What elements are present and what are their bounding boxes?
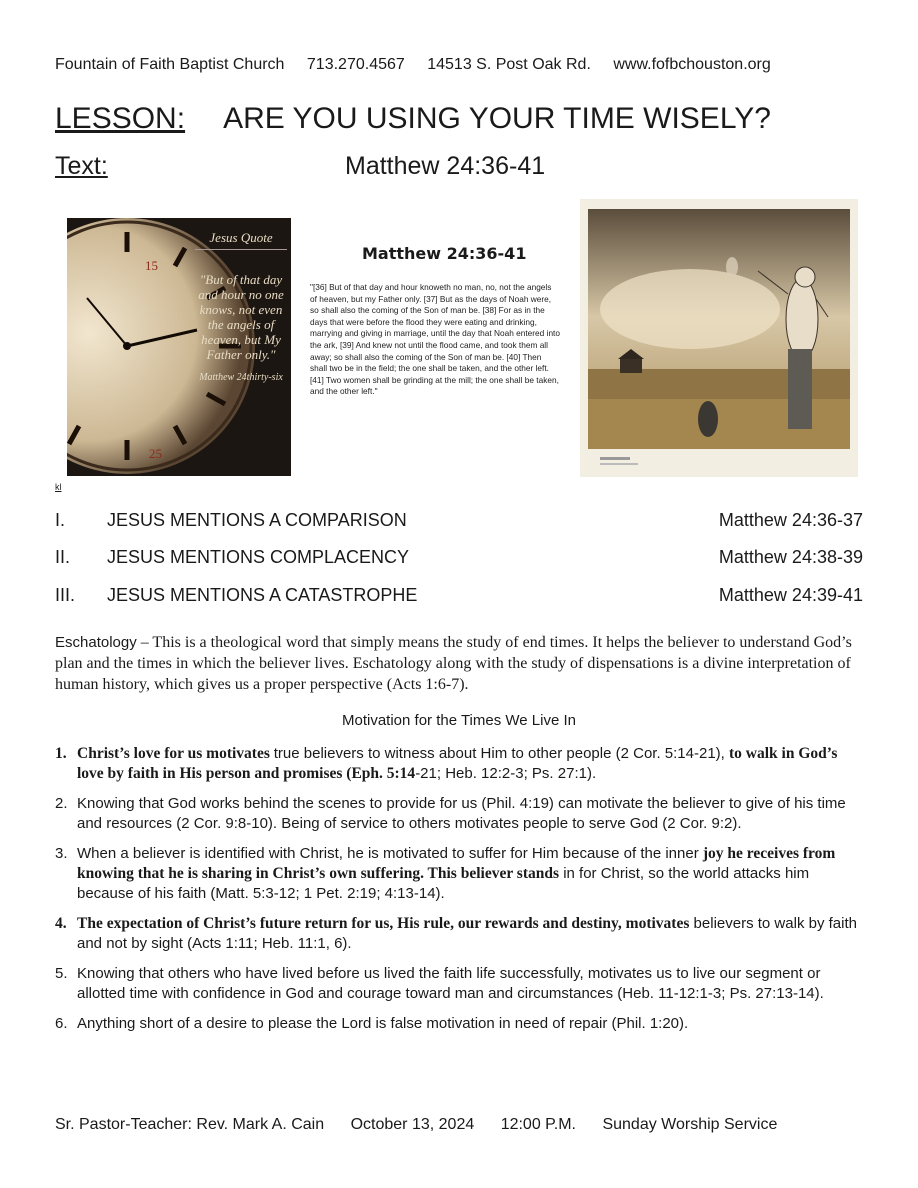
item-number: 3. <box>55 845 68 862</box>
item-number: 5. <box>55 965 68 982</box>
item-number: 2. <box>55 795 68 812</box>
item-text-bold: The expectation of Christ’s future return for us, His rule, our rewards and destiny, motivates <box>77 915 690 932</box>
item-number: 4. <box>55 915 67 932</box>
church-header <box>55 56 789 74</box>
service-footer <box>55 1116 799 1134</box>
item-text: true believers to witness about Him to other people (2 Cor. 5:14-21), <box>273 745 729 762</box>
scripture-body: "[36] But of that day and hour knoweth no man, no, not the angels of heaven, but my Father only. [37] But as the days of Noah were, so shall also the coming of the Son of man be. [38] For as in the days that were before the flood they were eating and drinking, marrying and giving in marriage, until the day that Noah entered into the ark, [39] And knew not until the flood came, and took them all away; so shall also the coming of the Son of man be. [40] Then shall two be in the field; the one shall be taken, and the other left. [41] Two women shall be grinding at the mill; the one shall be taken, and the other left." <box>310 282 560 397</box>
church-website[interactable]: www.fofbchouston.org <box>613 56 771 73</box>
outline-number: II. <box>55 547 71 567</box>
text-reference: Matthew 24:36-41 <box>345 152 546 180</box>
item-text: Knowing that others who have lived before us lived the faith life successfully, motivates us to live our segment or allotted time with confidence in God and courage toward man and circumstances (Heb. 11-12:1-3; Ps. 27:13-14). <box>77 965 824 1002</box>
text-label: Text: <box>55 152 108 180</box>
rapture-painting <box>580 199 858 477</box>
outline-title: JESUS MENTIONS A CATASTROPHE <box>107 585 418 605</box>
outline-reference: Matthew 24:36-37 <box>718 510 863 530</box>
list-item <box>55 794 865 834</box>
item-number: 6. <box>55 1015 68 1032</box>
clock-quote-ref: Matthew 24thirty-six <box>199 372 283 383</box>
item-text: in for Christ, so the world attacks him because of his faith (Matt. 5:3-12; 1 Pet. 2:19; 4:13-14). <box>77 865 810 902</box>
outline-title: JESUS MENTIONS COMPLACENCY <box>107 547 410 567</box>
service-name: Sunday Worship Service <box>602 1116 778 1133</box>
eschatology-paragraph <box>55 632 865 695</box>
scripture-title: Matthew 24:36-41 <box>362 244 527 263</box>
pastor-name: Sr. Pastor-Teacher: Rev. Mark A. Cain <box>55 1116 325 1133</box>
svg-text:25: 25 <box>149 446 162 461</box>
item-text: When a believer is identified with Christ, he is motivated to suffer for Him because of the inner <box>77 845 703 862</box>
clock-quote-body: "But of that day and hour no one knows, not even the angels of heaven, but My Father only." <box>198 272 284 362</box>
item-text-bold: joy he receives from knowing that he is sharing in Christ’s own suffering. This believer stands <box>77 845 836 882</box>
item-text-bold: to walk in God’s love by faith in His person and promises (Eph. 5:14 <box>77 745 838 782</box>
item-text: believers to walk by faith and not by sight (Acts 1:11; Heb. 11:1, 6). <box>77 915 857 952</box>
church-phone: 713.270.4567 <box>306 56 405 73</box>
motivation-heading: Motivation for the Times We Live In <box>342 712 576 729</box>
service-date: October 13, 2024 <box>350 1116 475 1133</box>
list-item <box>55 1014 865 1034</box>
item-text: Anything short of a desire to please the Lord is false motivation in need of repair (Phil. 1:20). <box>77 1015 689 1032</box>
item-text-bold: Christ’s love for us motivates <box>77 745 274 762</box>
outline-title: JESUS MENTIONS A COMPARISON <box>107 510 407 530</box>
church-address: 14513 S. Post Oak Rd. <box>427 56 591 73</box>
svg-text:15: 15 <box>145 258 158 273</box>
list-item <box>55 964 865 1004</box>
text-heading <box>55 152 546 181</box>
eschatology-term: Eschatology <box>55 634 137 651</box>
motivation-list <box>55 744 865 1044</box>
list-item <box>55 914 865 954</box>
lesson-title: ARE YOU USING YOUR TIME WISELY? <box>223 102 771 135</box>
lesson-label: LESSON: <box>55 102 186 135</box>
lesson-heading <box>55 102 771 136</box>
stray-mark: kl <box>55 482 62 492</box>
item-text: -21; Heb. 12:2-3; Ps. 27:1). <box>415 765 597 782</box>
list-item <box>55 744 865 784</box>
jesus-quote-brand: Jesus Quote <box>195 230 287 250</box>
outline-number: III. <box>55 585 76 605</box>
service-time: 12:00 P.M. <box>500 1116 576 1133</box>
list-item <box>55 844 865 904</box>
outline-number: I. <box>55 510 66 530</box>
clock-quote-text <box>195 230 287 383</box>
outline-reference: Matthew 24:39-41 <box>718 585 863 605</box>
clock-quote-image <box>67 218 291 476</box>
item-text: Knowing that God works behind the scenes to provide for us (Phil. 4:19) can motivate the believer to give of his time and resources (2 Cor. 9:8-10). Being of service to others motivates people to serve God (2 Cor. 9:2). <box>77 795 846 832</box>
church-name: Fountain of Faith Baptist Church <box>55 56 285 73</box>
eschatology-definition: – This is a theological word that simply means the study of end times. It helps the believer to understand God’s plan and the times in which the believer lives. Eschatology along with the study of dispensations is a divine interpretation of human history, which gives us a proper perspective (Acts 1:6-7). <box>55 634 852 693</box>
painting-art <box>580 199 858 477</box>
item-number: 1. <box>55 745 67 762</box>
outline-reference: Matthew 24:38-39 <box>718 547 863 567</box>
